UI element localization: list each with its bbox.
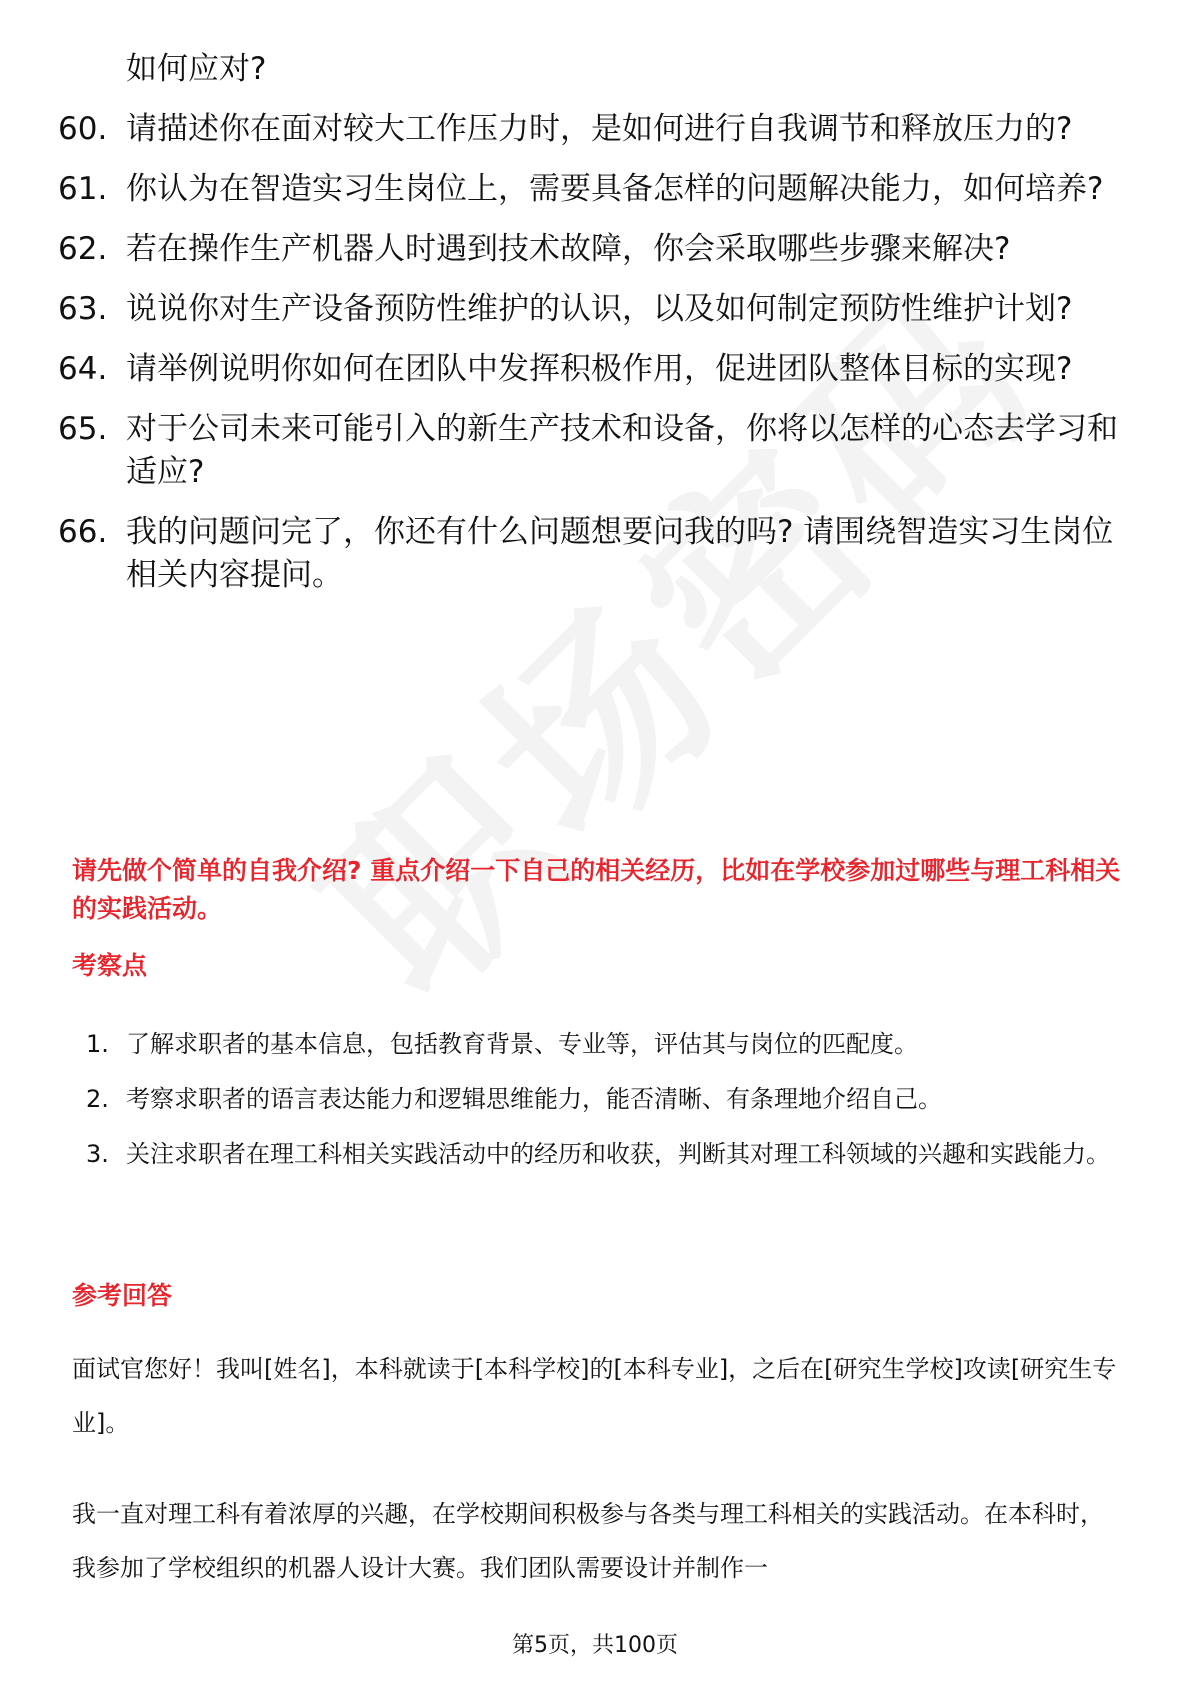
question-text: 如何应对? (126, 51, 267, 87)
list-item (58, 108, 1118, 151)
points-label: 考察点 (72, 951, 148, 980)
list-item (58, 168, 1118, 211)
question-text: 请举例说明你如何在团队中发挥积极作用，促进团队整体目标的实现? (126, 351, 1073, 387)
list-item (58, 48, 1118, 91)
answer-paragraph: 面试官您好！我叫[姓名]，本科就读于[本科学校]的[本科专业]，之后在[研究生学校]攻读[研究生专业]。 (72, 1355, 1117, 1437)
point-text: 考察求职者的语言表达能力和逻辑思维能力，能否清晰、有条理地介绍自己。 (126, 1085, 942, 1113)
question-text: 请描述你在面对较大工作压力时，是如何进行自我调节和释放压力的? (126, 111, 1073, 147)
point-number: 2. (86, 1085, 109, 1113)
question-text: 说说你对生产设备预防性维护的认识，以及如何制定预防性维护计划? (126, 291, 1073, 327)
point-number: 1. (86, 1030, 109, 1058)
question-number: 62. (58, 231, 108, 267)
question-text: 你认为在智造实习生岗位上，需要具备怎样的问题解决能力，如何培养? (126, 171, 1104, 207)
list-item (86, 1018, 1122, 1070)
question-number: 61. (58, 171, 108, 207)
page-footer: 第5页，共100页 (512, 1633, 678, 1658)
section-question-heading: 请先做个简单的自我介绍? 重点介绍一下自己的相关经历，比如在学校参加过哪些与理工科相关的实践活动。 (72, 856, 1121, 923)
list-item (86, 1128, 1122, 1180)
question-number: 66. (58, 514, 108, 550)
points-list (86, 1018, 1122, 1183)
question-number: 60. (58, 111, 108, 147)
question-text: 对于公司未来可能引入的新生产技术和设备，你将以怎样的心态去学习和适应? (126, 411, 1118, 490)
point-text: 关注求职者在理工科相关实践活动中的经历和收获，判断其对理工科领域的兴趣和实践能力。 (126, 1140, 1110, 1168)
list-item (58, 228, 1118, 271)
list-item (58, 288, 1118, 331)
question-number: 65. (58, 411, 108, 447)
list-item (58, 408, 1118, 494)
question-number: 64. (58, 351, 108, 387)
question-text: 我的问题问完了，你还有什么问题想要问我的吗? 请围绕智造实习生岗位相关内容提问。 (126, 514, 1114, 593)
list-item (58, 511, 1118, 597)
question-text: 若在操作生产机器人时遇到技术故障，你会采取哪些步骤来解决? (126, 231, 1011, 267)
list-item (58, 348, 1118, 391)
list-item (86, 1073, 1122, 1125)
question-number: 63. (58, 291, 108, 327)
point-text: 了解求职者的基本信息，包括教育背景、专业等，评估其与岗位的匹配度。 (126, 1030, 918, 1058)
point-number: 3. (86, 1140, 109, 1168)
question-list (58, 48, 1118, 614)
answer-paragraph: 我一直对理工科有着浓厚的兴趣，在学校期间积极参与各类与理工科相关的实践活动。在本科时，我参加了学校组织的机器人设计大赛。我们团队需要设计并制作一 (72, 1500, 1104, 1582)
answer-label: 参考回答 (72, 1281, 173, 1310)
